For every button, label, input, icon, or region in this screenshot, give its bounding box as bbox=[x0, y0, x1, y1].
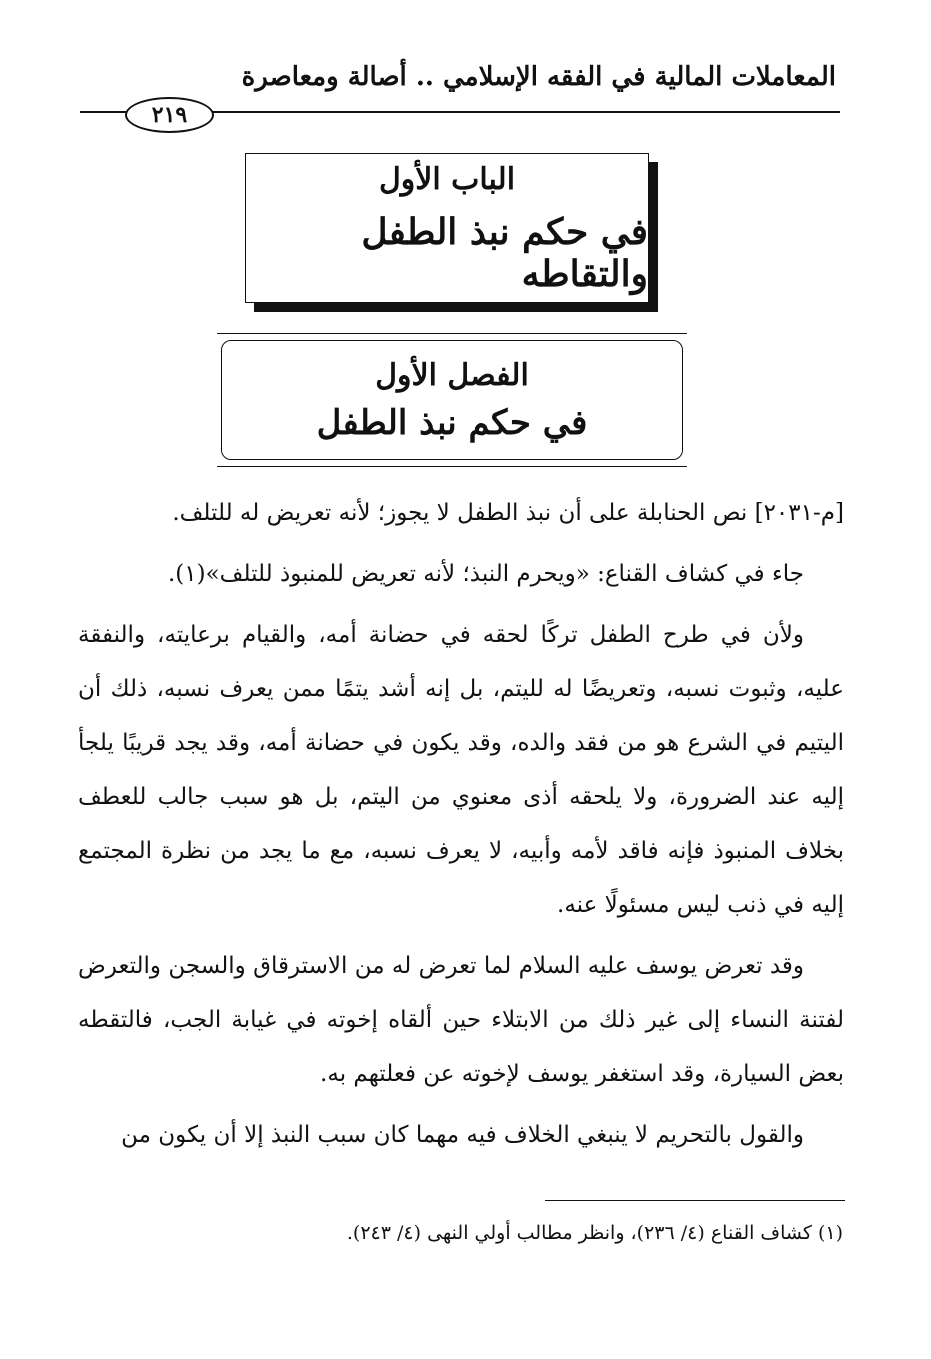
running-header-title: المعاملات المالية في الفقه الإسلامي .. أصالة ومعاصرة bbox=[241, 62, 836, 92]
paragraph: وقد تعرض يوسف عليه السلام لما تعرض له من الاسترقاق والسجن والتعرض لفتنة النساء إلى غير ذلك من الابتلاء حين ألقاه إخوته في غيابة الجب، فالتقطه بعض السيارة، وقد استغفر يوسف لإخوته عن فعلتهم به. bbox=[78, 953, 844, 1087]
chapter-title-box bbox=[245, 153, 649, 303]
section-heading: الفصل الأول bbox=[375, 357, 529, 393]
section-title-box bbox=[221, 340, 683, 460]
footnote-rule bbox=[545, 1200, 845, 1201]
section-title-frame bbox=[217, 333, 687, 467]
footnote: (١) كشاف القناع (٤/ ٢٣٦)، وانظر مطالب أولي النهى (٤/ ٢٤٣). bbox=[346, 1222, 843, 1244]
section-subtitle: في حكم نبذ الطفل bbox=[316, 402, 588, 443]
page-number: ٢١٩ bbox=[125, 97, 214, 133]
chapter-heading: الباب الأول bbox=[378, 161, 516, 197]
paragraph: جاء في كشاف القناع: «ويحرم النبذ؛ لأنه تعريض للمنبوذ للتلف»(١). bbox=[167, 561, 804, 587]
chapter-subtitle: في حكم نبذ الطفل والتقاطه bbox=[361, 210, 648, 295]
paragraph: والقول بالتحريم لا ينبغي الخلاف فيه مهما كان سبب النبذ إلا أن يكون من bbox=[121, 1122, 804, 1148]
paragraph: ولأن في طرح الطفل تركًا لحقه في حضانة أمه، والقيام برعايته، والنفقة عليه، وثبوت نسبه، وتعريضًا له لليتم، بل إنه أشد يتمًا ممن يعرف نسبه، ذلك أن اليتيم في الشرع هو من فقد والده، وقد يكون في حضانة أمه، وقد يجد قريبًا يلجأ إليه عند الضرورة، ولا يلحقه أذى معنوي من اليتم، بل هو سبب جالب للعطف بخلاف المنبوذ فإنه فاقد لأمه وأبيه، لا يعرف نسبه، مع ما يجد من نظرة المجتمع إليه في ذنب ليس مسئولًا عنه. bbox=[78, 622, 844, 918]
body-text bbox=[78, 486, 844, 1169]
paragraph: [م-٢٠٣١] نص الحنابلة على أن نبذ الطفل لا يجوز؛ لأنه تعريض له للتلف. bbox=[172, 500, 844, 526]
